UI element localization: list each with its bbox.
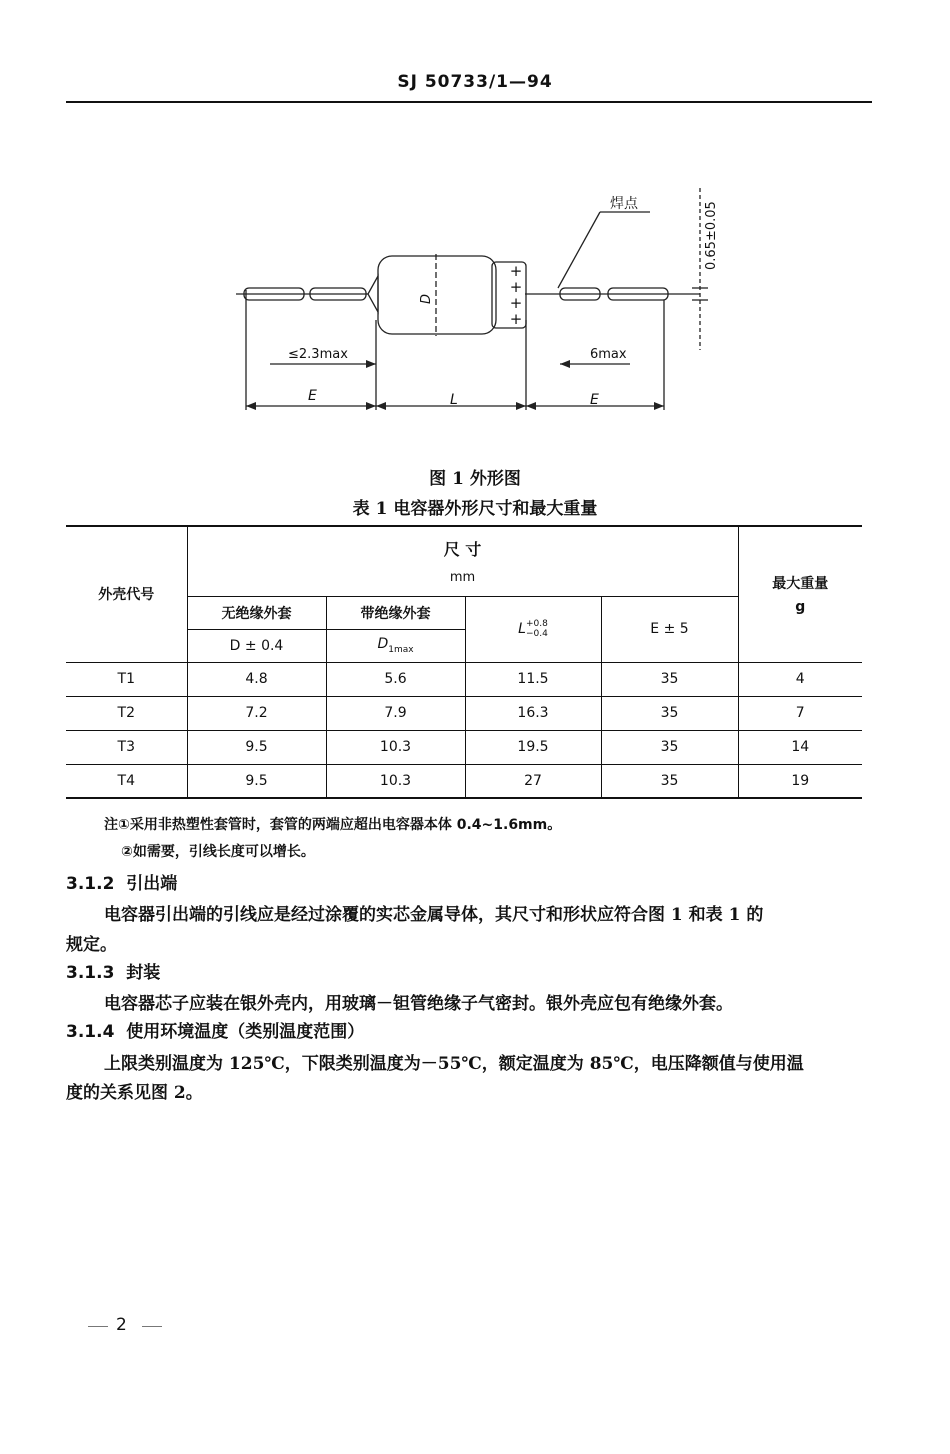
- left-end-cone: [368, 276, 378, 312]
- cell-code: T2: [66, 696, 187, 730]
- figure-caption: 图 1 外形图: [429, 469, 521, 489]
- cell-weight: 19: [738, 764, 862, 798]
- cell-l: 11.5: [465, 662, 601, 696]
- header-l-sub: −0.4: [525, 629, 548, 639]
- header-unit-mm: mm: [449, 570, 476, 586]
- arrow-overall-left: [246, 402, 256, 410]
- table-row: [66, 764, 862, 798]
- header-d1-base: D: [377, 636, 389, 653]
- arrow-l-left: [376, 402, 386, 410]
- seal-plus-3: +: [509, 294, 523, 312]
- header-no-sleeve: 无绝缘外套: [187, 596, 326, 629]
- e-right-label: E: [590, 392, 599, 408]
- cell-d1: 10.3: [326, 730, 465, 764]
- section-3-1-2-paragraph: 电容器引出端的引线应是经过涂覆的实芯金属导体，其尺寸和形状应符合图 1 和表 1 的: [104, 905, 764, 925]
- section-title: 使用环境温度（类别温度范围）: [126, 1022, 365, 1042]
- cell-d1: 10.3: [326, 764, 465, 798]
- dimension-table: [66, 525, 862, 799]
- section-number: 3.1.4: [66, 1022, 115, 1042]
- cell-weight: 4: [738, 662, 862, 696]
- section-3-1-4-paragraph-cont: 度的关系见图 2。: [66, 1083, 203, 1103]
- arrow-left-max: [366, 360, 376, 368]
- header-case-code: 外壳代号: [66, 526, 187, 662]
- cell-e: 35: [601, 764, 738, 798]
- arrow-e-right: [366, 402, 376, 410]
- section-3-1-3-heading: [66, 958, 160, 983]
- cell-d: 4.8: [187, 662, 326, 696]
- table-row: [66, 662, 862, 696]
- section-title: 引出端: [126, 874, 178, 894]
- weld-label: 焊点: [610, 196, 638, 212]
- header-l: [465, 596, 601, 662]
- seal-plus-1: +: [509, 262, 523, 280]
- header-dimension: 尺 寸: [443, 540, 482, 560]
- cell-weight: 7: [738, 696, 862, 730]
- cell-weight: 14: [738, 730, 862, 764]
- table-row: [66, 696, 862, 730]
- arrow-right-max: [560, 360, 570, 368]
- seal-plus-4: +: [509, 310, 523, 328]
- header-unit-g: g: [795, 599, 806, 616]
- header-e: E ± 5: [601, 596, 738, 662]
- section-number: 3.1.2: [66, 874, 115, 894]
- section-3-1-4-heading: [66, 1017, 364, 1042]
- header-rule: [66, 101, 872, 103]
- cell-d1: 7.9: [326, 696, 465, 730]
- note-2: ②如需要，引线长度可以增长。: [121, 844, 315, 860]
- capacitor-outline-figure: [180, 170, 740, 440]
- l-label: L: [450, 392, 458, 408]
- cell-e: 35: [601, 696, 738, 730]
- cell-code: T1: [66, 662, 187, 696]
- header-max-weight-group: [738, 526, 862, 662]
- page-number: 2: [116, 1315, 127, 1335]
- header-l-base: L: [518, 621, 526, 637]
- arrow-e2-left: [526, 402, 536, 410]
- header-d: D ± 0.4: [187, 629, 326, 662]
- page-number-dash-right: [142, 1326, 162, 1327]
- capacitor-body: [378, 256, 496, 334]
- cell-l: 27: [465, 764, 601, 798]
- section-3-1-2-paragraph-cont: 规定。: [66, 935, 117, 955]
- header-l-sup: +0.8: [525, 619, 548, 629]
- cell-code: T4: [66, 764, 187, 798]
- cell-d: 9.5: [187, 764, 326, 798]
- left-max-label: ≤2.3max: [288, 347, 348, 362]
- cell-e: 35: [601, 662, 738, 696]
- cell-e: 35: [601, 730, 738, 764]
- section-3-1-3-paragraph: 电容器芯子应装在银外壳内，用玻璃－钽管绝缘子气密封。银外壳应包有绝缘外套。: [104, 994, 733, 1014]
- weld-callout-leader: [558, 212, 600, 288]
- lead-diameter-tolerance: 0.65±0.05: [704, 201, 719, 270]
- section-number: 3.1.3: [66, 963, 115, 983]
- header-with-sleeve: 带绝缘外套: [326, 596, 465, 629]
- section-3-1-4-paragraph: 上限类别温度为 125℃，下限类别温度为－55℃，额定温度为 85℃，电压降额值与使用温: [104, 1054, 804, 1074]
- cell-l: 19.5: [465, 730, 601, 764]
- header-dimension-group: [187, 526, 738, 596]
- table-caption: 表 1 电容器外形尺寸和最大重量: [352, 499, 598, 519]
- section-title: 封装: [126, 963, 161, 983]
- right-max-label: 6max: [590, 347, 627, 362]
- header-max-weight: 最大重量: [772, 576, 829, 593]
- table-row: [66, 730, 862, 764]
- note-1: 注①采用非热塑性套管时，套管的两端应超出电容器本体 0.4~1.6mm。: [104, 817, 562, 833]
- cell-l: 16.3: [465, 696, 601, 730]
- e-left-label: E: [308, 388, 317, 404]
- header-d1: [326, 629, 465, 662]
- cell-d1: 5.6: [326, 662, 465, 696]
- arrow-l-right: [516, 402, 526, 410]
- section-3-1-2-heading: [66, 869, 177, 894]
- arrow-overall-right: [654, 402, 664, 410]
- cell-code: T3: [66, 730, 187, 764]
- cell-d: 7.2: [187, 696, 326, 730]
- document-code: SJ 50733/1—94: [397, 72, 553, 92]
- seal-plus-2: +: [509, 278, 523, 296]
- header-d1-sub: 1max: [388, 644, 414, 655]
- cell-d: 9.5: [187, 730, 326, 764]
- page-number-dash-left: [88, 1326, 108, 1327]
- body-diameter-label: D: [419, 293, 434, 304]
